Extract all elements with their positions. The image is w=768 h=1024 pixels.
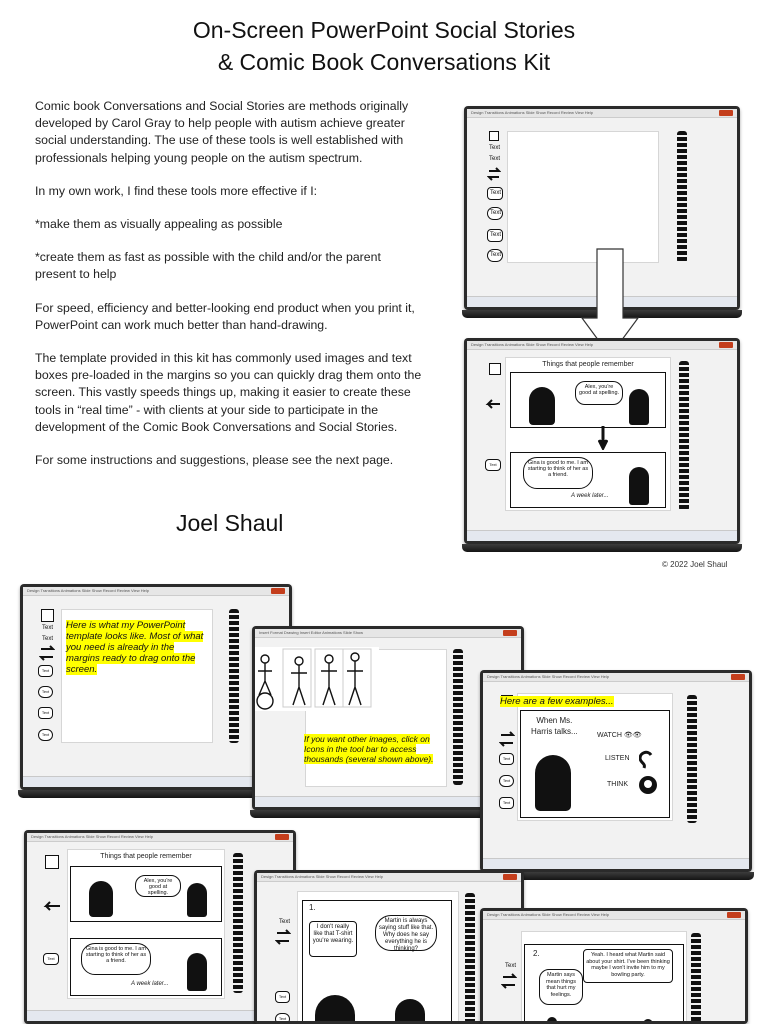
paragraph: Comic book Conversations and Social Stories are methods originally developed by Carol Gray to help people with autism achieve greater social understanding. The use of these tools is well established with professionals helping young people on the autism spectrum. (35, 99, 409, 165)
text-label: Text (42, 636, 54, 642)
thought-bubble: Martin is always saying stuff like that. Why does he say everything he is thinking? (375, 915, 437, 951)
emoji-icon-column (679, 361, 689, 511)
powerpoint-window (483, 673, 749, 869)
story-number: 2. (533, 949, 540, 958)
speech-bubble-icon: Text (38, 665, 53, 677)
title-line-2: & Comic Book Conversations Kit (217, 49, 551, 75)
text-label: Text (42, 625, 54, 631)
text-label: Text (279, 919, 291, 925)
double-arrow-icon (487, 167, 501, 181)
woman-figure-icon (529, 387, 555, 425)
speech-bubble: I don't really like that T-shirt you're wearing. (309, 921, 357, 957)
emoji-icon-column (677, 131, 687, 263)
ribbon: Design Transitions Animations Slide Show Record Review View Help (257, 873, 521, 882)
thought-bubble-icon: Text (275, 1013, 290, 1021)
story-panel (302, 900, 452, 1021)
ribbon: Design Transitions Animations Slide Show Record Review View Help (467, 109, 737, 118)
speech-bubble-icon: Text (275, 991, 290, 1003)
laptop-screenshot-examples (480, 670, 752, 872)
speech-bubble-icon: Text (499, 797, 514, 809)
square-shape-icon (489, 363, 501, 375)
ribbon: Design Transitions Animations Slide Show Record Review View Help (23, 587, 289, 596)
man-figure-icon (629, 389, 649, 425)
comic-caption: A week later... (571, 493, 609, 499)
thought-bubble-icon: Text (487, 249, 503, 262)
paragraph: The template provided in this kit has commonly used images and text boxes pre-loaded in the margins so you can quickly drag them onto the screen. This vastly speeds things up, making it easier to create these tools in “real time” - with clients at your side to participate in the development of the Comic Book Conversations and Social Stories. (35, 351, 422, 434)
person-head-icon (547, 1017, 557, 1021)
thought-bubble-icon: Text (38, 686, 53, 698)
square-shape-icon (45, 855, 59, 869)
comic-caption: A week later... (131, 981, 169, 987)
thought-bubble: Martin says mean things that hurt my feelings. (539, 969, 583, 1005)
person-head-icon (643, 1019, 653, 1021)
examples-note: Here are a few examples... (500, 696, 614, 707)
laptop-screenshot-comic (464, 338, 740, 544)
teacher-figure-icon (535, 755, 571, 811)
document-title (0, 14, 768, 78)
body-text (35, 98, 425, 485)
paragraph: In my own work, I find these tools more effective if I: (35, 183, 318, 198)
ear-icon (639, 749, 655, 771)
emoji-icon-column (691, 933, 701, 1021)
powerpoint-window (483, 911, 745, 1021)
harris-caption: When Ms. Harris talks... (531, 716, 578, 736)
taskbar (467, 530, 737, 541)
double-arrow-icon (499, 731, 515, 747)
square-shape-icon (489, 131, 499, 141)
double-arrow-icon (501, 973, 517, 989)
left-arrow-icon (485, 399, 501, 409)
comic-heading: Things that people remember (100, 853, 192, 860)
double-arrow-icon (275, 929, 291, 945)
paragraph: For some instructions and suggestions, please see the next page. (35, 453, 394, 468)
thought-bubble: Gina is good to me. I am starting to think of her as a friend. (523, 457, 593, 489)
paragraph: *make them as visually appealing as possible (35, 217, 283, 232)
comic-panel-1 (510, 372, 666, 428)
template-note: Here is what my PowerPoint template looks like. Most of what you need is already in the margins ready to drag onto the screen. (66, 620, 204, 675)
taskbar (23, 776, 289, 787)
emoji-icon-column (229, 609, 239, 743)
text-label: Text (505, 963, 517, 969)
eyes-icon: 👁👁 (623, 732, 642, 739)
thought-bubble-icon: Text (499, 775, 514, 787)
ribbon: Design Transitions Animations Slide Show Record Review View Help (27, 833, 293, 842)
laptop-screenshot-story-2 (480, 908, 748, 1024)
speech-bubble: Yeah. I heard what Martin said about your shirt. I've been thinking maybe I won't invite him to my bowling party. (583, 949, 673, 983)
comic-panel-1 (70, 866, 222, 922)
listen-label: LISTEN (605, 755, 630, 762)
blank-slide (507, 131, 659, 263)
sample-people-icons (255, 647, 379, 711)
think-label: THINK (607, 781, 628, 788)
emoji-icon-column (465, 893, 475, 1021)
man-figure-icon (187, 883, 207, 917)
taskbar (483, 858, 749, 869)
speech-bubble-icon: Text (487, 187, 503, 200)
text-label: Text (489, 145, 501, 151)
title-line-1: On-Screen PowerPoint Social Stories (192, 17, 576, 43)
woman-figure-icon (89, 881, 113, 917)
story-panel (524, 944, 684, 1021)
left-arrow-icon (43, 901, 61, 911)
speech-bubble: Alex, you're good at spelling. (135, 875, 181, 897)
speech-bubble-icon: Text (485, 459, 501, 471)
speech-bubble-icon: Text (487, 229, 503, 242)
comic-slide (505, 357, 671, 511)
comic-panel-2 (70, 938, 222, 996)
emoji-icon-column (233, 853, 243, 993)
speech-bubble-icon: Text (499, 753, 514, 765)
story-slide (297, 891, 459, 1021)
copyright: © 2022 Joel Shaul (662, 560, 728, 569)
speech-bubble: Alex, you're good at spelling. (575, 381, 623, 405)
harris-panel (520, 710, 670, 818)
blank-slide (61, 609, 213, 743)
down-arrow-icon (598, 426, 608, 450)
thought-bubble-icon: Text (38, 729, 53, 741)
emoji-icon-column (453, 649, 463, 785)
ribbon: Design Transitions Animations Slide Show Record Review View Help (467, 341, 737, 350)
comic-slide (67, 849, 225, 999)
story-number: 1. (309, 903, 316, 912)
speech-bubble-icon: Text (43, 953, 59, 965)
man-figure-icon (629, 467, 649, 505)
comic-panel-2 (510, 452, 666, 508)
paragraph: For speed, efficiency and better-looking end product when you print it, PowerPoint can work much better than hand-drawing. (35, 300, 415, 332)
story-slide (521, 931, 687, 1021)
text-label: Text (489, 156, 501, 162)
thought-bubble: Gina is good to me. I am starting to think of her as a friend. (81, 943, 151, 975)
ribbon: Insert Format Drawing Insert Editor Animations Slide Show (255, 629, 521, 638)
person-back-icon (315, 995, 355, 1021)
person-back-icon (395, 999, 425, 1021)
paragraph: *create them as fast as possible with the child and/or the parent present to help (35, 250, 381, 282)
man-figure-icon (187, 953, 207, 991)
watch-label: WATCH 👁👁 (597, 732, 642, 739)
powerpoint-window (467, 341, 737, 541)
thought-bubble-icon: Text (487, 207, 503, 220)
emoji-icon-column (687, 695, 697, 823)
square-shape-icon (41, 609, 54, 622)
powerpoint-window (23, 587, 289, 787)
ribbon: Design Transitions Animations Slide Show Record Review View Help (483, 911, 745, 920)
speech-bubble-icon: Text (38, 707, 53, 719)
comic-heading: Things that people remember (542, 361, 634, 368)
author-name: Joel Shaul (176, 510, 284, 536)
head-brain-icon (637, 775, 659, 797)
ribbon: Design Transitions Animations Slide Show Record Review View Help (483, 673, 749, 682)
double-arrow-icon (39, 645, 55, 661)
icons-note: If you want other images, click on Icons in the tool bar to access thousands (several shown above). (304, 734, 434, 764)
